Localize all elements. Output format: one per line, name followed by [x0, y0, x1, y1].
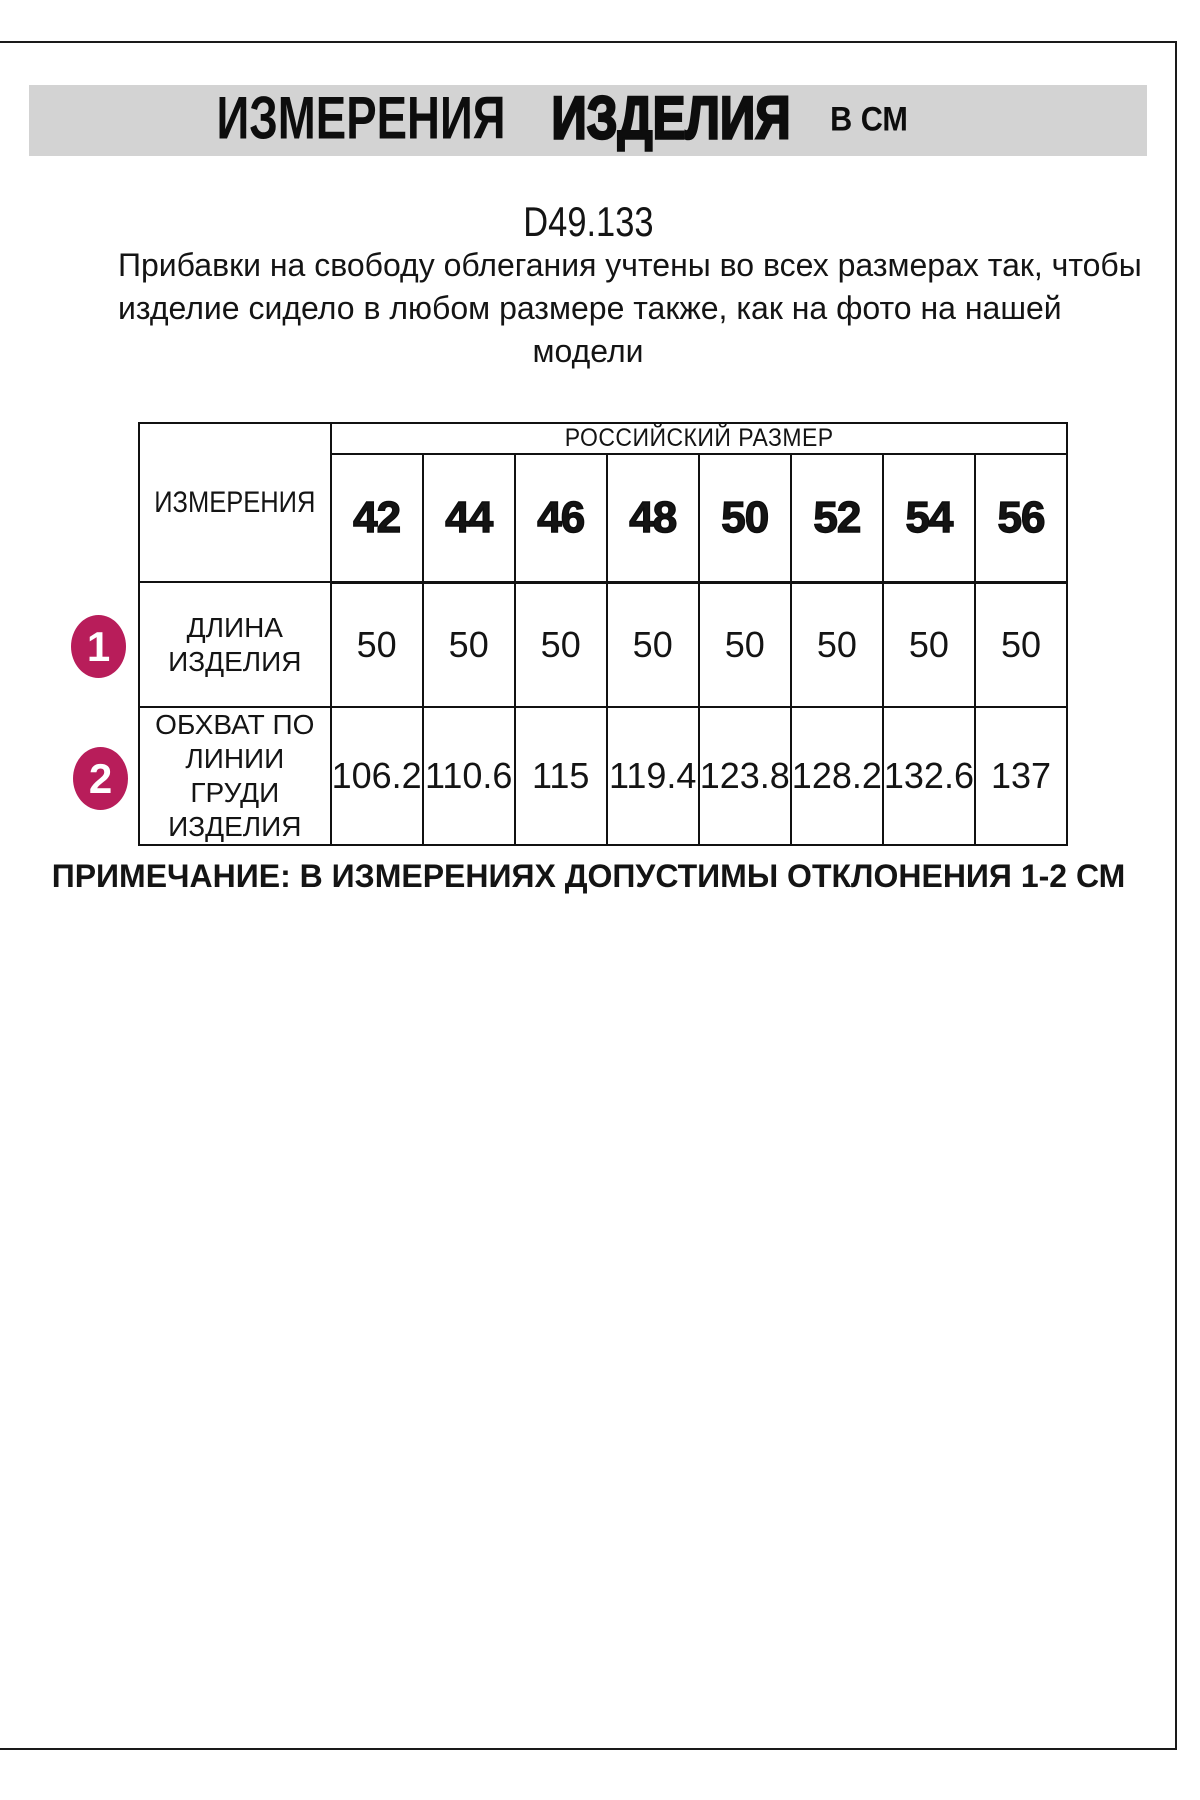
page-top-rule — [0, 41, 1177, 43]
value-cell: 110.6 — [423, 707, 515, 845]
row-label-cell: ОБХВАТ ПО ЛИНИИ ГРУДИ ИЗДЕЛИЯ — [139, 707, 331, 845]
description-line: Прибавки на свободу облегания учтены во всех размерах так, чтобы — [118, 247, 1142, 283]
page-right-rule — [1175, 41, 1177, 1750]
size-header-cell: 46 — [515, 454, 607, 582]
table-group-header-cell — [331, 423, 1067, 454]
size-header-cell: 42 — [331, 454, 423, 582]
value-cell: 123.8 — [699, 707, 791, 845]
tolerance-note — [0, 858, 1177, 895]
table-corner-label: ИЗМЕРЕНИЯ — [154, 485, 316, 519]
row-label-cell: ДЛИНА ИЗДЕЛИЯ — [139, 582, 331, 707]
size-header-cell: 54 — [883, 454, 975, 582]
product-code — [0, 198, 1177, 246]
value-cell: 50 — [331, 582, 423, 707]
description-line: модели — [532, 333, 644, 369]
value-cell: 50 — [607, 582, 699, 707]
size-header-cell: 56 — [975, 454, 1067, 582]
table-corner-cell — [139, 423, 331, 582]
table-group-header-label: РОССИЙСКИЙ РАЗМЕР — [564, 424, 834, 452]
size-header-cell: 48 — [607, 454, 699, 582]
size-header-cell: 50 — [699, 454, 791, 582]
value-cell: 128.2 — [791, 707, 883, 845]
value-cell: 50 — [791, 582, 883, 707]
value-cell: 50 — [975, 582, 1067, 707]
row-marker-2-number: 2 — [88, 754, 113, 802]
row-marker-1-number: 1 — [86, 622, 111, 670]
value-cell: 106.2 — [331, 707, 423, 845]
fit-description — [118, 244, 1142, 373]
value-cell: 50 — [423, 582, 515, 707]
value-cell: 115 — [515, 707, 607, 845]
value-cell: 132.6 — [883, 707, 975, 845]
value-cell: 50 — [515, 582, 607, 707]
table-row-chest — [139, 707, 1067, 845]
tolerance-note-text: ПРИМЕЧАНИЕ: В ИЗМЕРЕНИЯХ ДОПУСТИМЫ ОТКЛОНЕНИЯ 1-2 СМ — [51, 858, 1126, 894]
row-marker-2 — [73, 747, 128, 810]
table-row-length — [139, 582, 1067, 707]
size-header-cell: 44 — [423, 454, 515, 582]
row-marker-1 — [71, 615, 126, 678]
size-header-cell: 52 — [791, 454, 883, 582]
value-cell: 119.4 — [607, 707, 699, 845]
header-title-measurements: ИЗМЕРЕНИЯ — [216, 84, 506, 152]
table-group-header-row — [139, 423, 1067, 454]
page-header-bar — [29, 85, 1147, 156]
header-title-units: В СМ — [830, 100, 908, 139]
page-bottom-rule — [0, 1748, 1177, 1750]
size-table — [138, 422, 1068, 846]
header-title-product: ИЗДЕЛИЯ — [551, 84, 791, 152]
value-cell: 137 — [975, 707, 1067, 845]
value-cell: 50 — [699, 582, 791, 707]
value-cell: 50 — [883, 582, 975, 707]
product-code-text: D49.133 — [523, 198, 654, 245]
description-line: изделие сидело в любом размере также, как на фото на нашей — [118, 290, 1062, 326]
